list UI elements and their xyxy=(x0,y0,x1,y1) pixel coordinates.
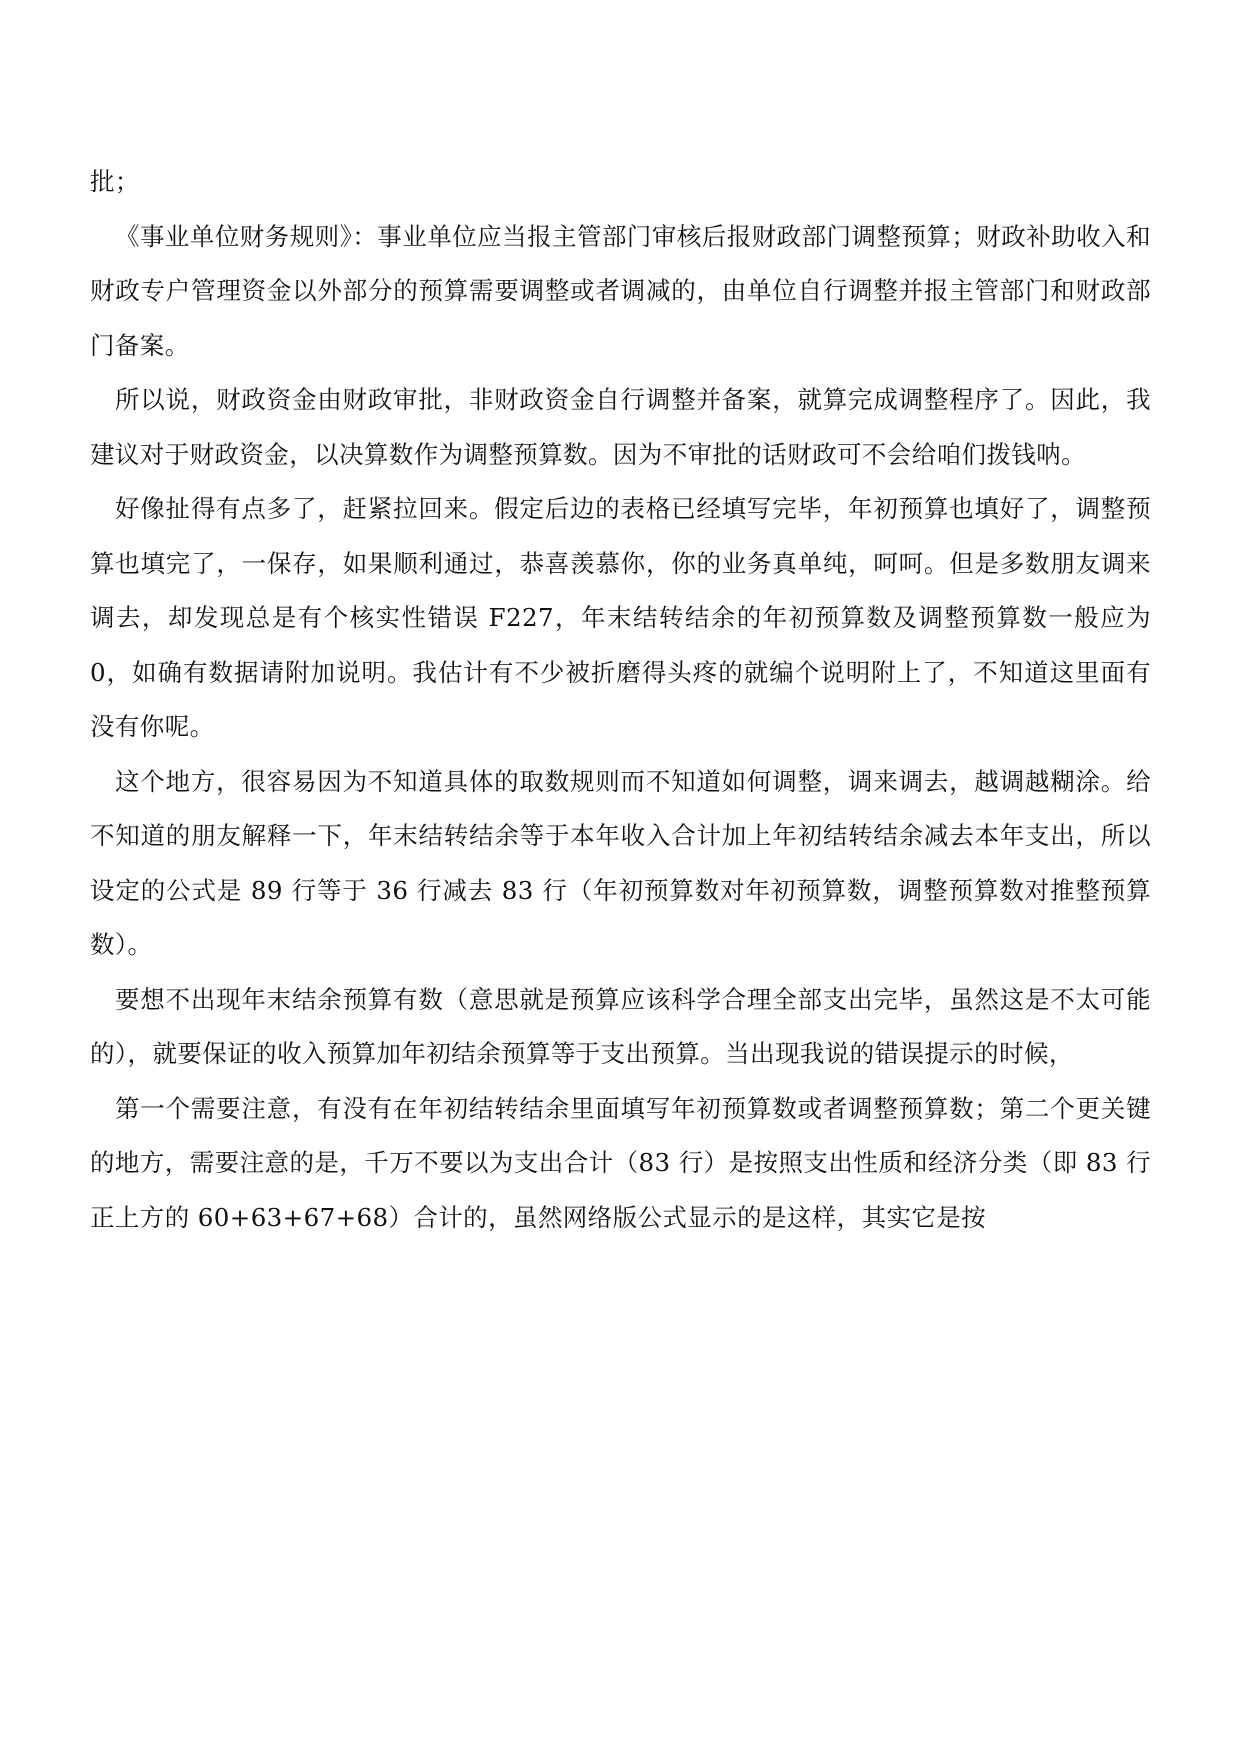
paragraph-6: 要想不出现年末结余预算有数（意思就是预算应该科学合理全部支出完毕，虽然这是不太可能的），就要保证的收入预算加年初结余预算等于支出预算。当出现我说的错误提示的时候， xyxy=(90,984,1151,1068)
paragraph-7: 第一个需要注意，有没有在年初结转结余里面填写年初预算数或者调整预算数；第二个更关键的地方，需要注意的是，千万不要以为支出合计（83 行）是按照支出性质和经济分类（即 83 行正上方的 60+63+67+68）合计的，虽然网络版公式显示的是这样，其实它是按 xyxy=(90,1093,1151,1232)
paragraph-2: 《事业单位财务规则》：事业单位应当报主管部门审核后报财政部门调整预算；财政补助收入和财政专户管理资金以外部分的预算需要调整或者调减的，由单位自行调整并报主管部门和财政部门备案。 xyxy=(90,221,1151,360)
paragraph-4: 好像扯得有点多了，赶紧拉回来。假定后边的表格已经填写完毕，年初预算也填好了，调整预算也填完了，一保存，如果顺利通过，恭喜羡慕你，你的业务真单纯，呵呵。但是多数朋友调来调去，却发现总是有个核实性错误 F227，年末结转结余的年初预算数及调整预算数一般应为 0，如确有数据请附加说明。我估计有不少被折磨得头疼的就编个说明附上了，不知道这里面有没有你呢。 xyxy=(90,494,1151,741)
paragraph-5: 这个地方，很容易因为不知道具体的取数规则而不知道如何调整，调来调去，越调越糊涂。给不知道的朋友解释一下，年末结转结余等于本年收入合计加上年初结转结余减去本年支出，所以设定的公式是 89 行等于 36 行减去 83 行（年初预算数对年初预算数，调整预算数对推整预算数）。 xyxy=(90,766,1151,959)
paragraph-1: 批； xyxy=(90,167,140,196)
paragraph-3: 所以说，财政资金由财政审批，非财政资金自行调整并备案，就算完成调整程序了。因此，我建议对于财政资金，以决算数作为调整预算数。因为不审批的话财政可不会给咱们拨钱呐。 xyxy=(90,385,1151,469)
document-body xyxy=(90,155,1151,1245)
